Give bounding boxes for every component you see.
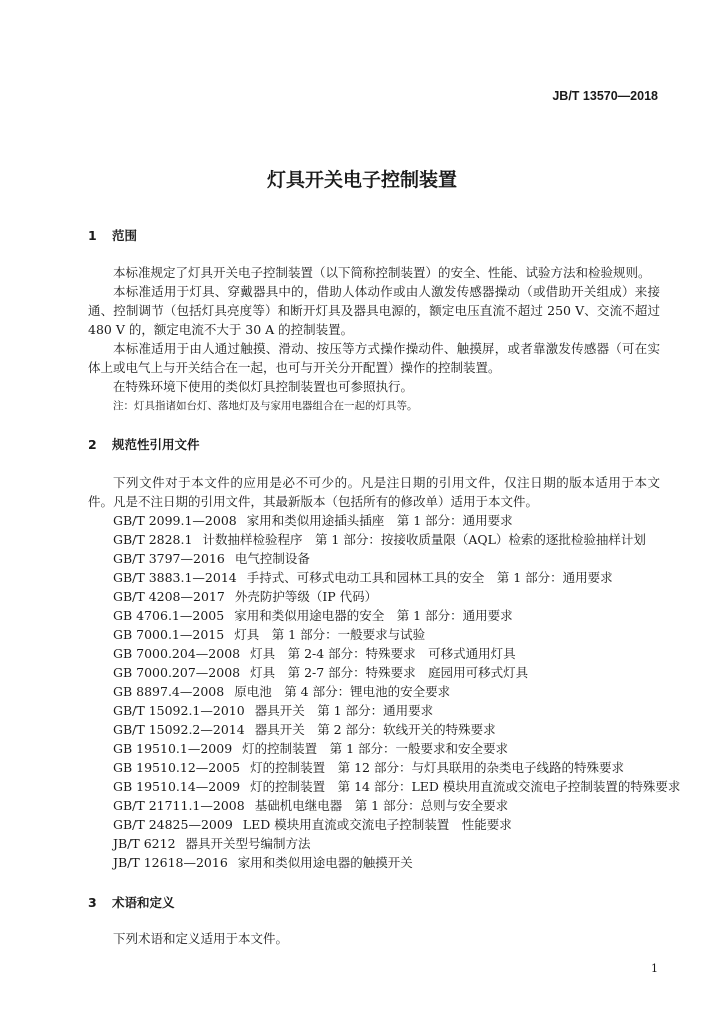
reference-title: 原电池 第 4 部分：锂电池的安全要求	[234, 684, 451, 699]
reference-code: GB/T 4208—2017	[113, 589, 225, 604]
reference-item	[113, 701, 680, 720]
reference-item	[113, 530, 680, 549]
reference-code: GB 7000.1—2015	[113, 627, 225, 642]
reference-title: 灯的控制装置 第 14 部分：LED 模块用直流或交流电子控制装置的特殊要求	[250, 779, 681, 794]
reference-title: 家用和类似用途电器的安全 第 1 部分：通用要求	[234, 608, 513, 623]
reference-item	[113, 777, 680, 796]
reference-title: 灯具 第 2-7 部分：特殊要求 庭园用可移式灯具	[250, 665, 529, 680]
page-number: 1	[651, 962, 658, 975]
reference-code: GB 4706.1—2005	[113, 608, 225, 623]
section-2-heading	[88, 435, 200, 453]
section-number: 1	[88, 228, 97, 243]
scope-paragraph-1: 本标准规定了灯具开关电子控制装置（以下简称控制装置）的安全、性能、试验方法和检验规则。	[113, 265, 651, 280]
reference-title: 器具开关 第 2 部分：软线开关的特殊要求	[254, 722, 496, 737]
reference-title: 基础机电继电器 第 1 部分：总则与安全要求	[254, 798, 509, 813]
reference-code: GB/T 15092.2—2014	[113, 722, 245, 737]
reference-code: JB/T 12618—2016	[113, 855, 228, 870]
section-1-heading	[88, 226, 137, 244]
section-3-heading	[88, 893, 175, 911]
reference-item	[113, 549, 680, 568]
reference-item	[113, 606, 680, 625]
reference-item	[113, 853, 680, 872]
reference-item	[113, 625, 680, 644]
reference-item	[113, 720, 680, 739]
reference-title: 灯的控制装置 第 12 部分：与灯具联用的杂类电子线路的特殊要求	[250, 760, 624, 775]
scope-note: 注：灯具指诸如台灯、落地灯及与家用电器组合在一起的灯具等。	[113, 400, 418, 412]
reference-code: GB/T 24825—2009	[113, 817, 233, 832]
reference-title: 电气控制设备	[234, 551, 310, 566]
reference-code: GB/T 3883.1—2014	[113, 570, 237, 585]
reference-item	[113, 758, 680, 777]
reference-title: 灯具 第 1 部分：一般要求与试验	[234, 627, 426, 642]
reference-title: 器具开关 第 1 部分：通用要求	[254, 703, 434, 718]
reference-code: GB/T 21711.1—2008	[113, 798, 245, 813]
reference-item	[113, 739, 680, 758]
reference-title: 手持式、可移式电动工具和园林工具的安全 第 1 部分：通用要求	[246, 570, 613, 585]
reference-code: GB/T 15092.1—2010	[113, 703, 245, 718]
reference-title: 灯具 第 2-4 部分：特殊要求 可移式通用灯具	[250, 646, 516, 661]
reference-item	[113, 644, 680, 663]
standard-code: JB/T 13570—2018	[552, 89, 658, 103]
reference-title: LED 模块用直流或交流电子控制装置 性能要求	[242, 817, 512, 832]
reference-item	[113, 511, 680, 530]
reference-code: GB 19510.14—2009	[113, 779, 241, 794]
section-title: 范围	[112, 228, 138, 243]
references-intro: 下列文件对于本文件的应用是必不可少的。凡是注日期的引用文件，仅注日期的版本适用于本文件。凡是不注日期的引用文件，其最新版本（包括所有的修改单）适用于本文件。	[88, 475, 660, 509]
terms-intro: 下列术语和定义适用于本文件。	[113, 931, 289, 946]
reference-item	[113, 682, 680, 701]
reference-code: GB 8897.4—2008	[113, 684, 225, 699]
section-title: 规范性引用文件	[112, 437, 200, 452]
scope-paragraph-3: 本标准适用于由人通过触摸、滑动、按压等方式操作操动件、触摸屏，或者靠激发传感器（可在实体上或电气上与开关结合在一起，也可与开关分开配置）操作的控制装置。	[88, 341, 660, 375]
section-title: 术语和定义	[112, 895, 175, 910]
reference-code: GB 7000.207—2008	[113, 665, 241, 680]
reference-code: GB 7000.204—2008	[113, 646, 241, 661]
reference-title: 外壳防护等级（IP 代码）	[234, 589, 378, 604]
scope-paragraph-2: 本标准适用于灯具、穿戴器具中的，借助人体动作或由人激发传感器操动（或借助开关组成）来接通、控制调节（包括灯具亮度等）和断开灯具及器具电源的，额定电压直流不超过 250 V、交流不超过 480 V 的，额定电流不大于 30 A 的控制装置。	[88, 284, 660, 337]
reference-code: GB 19510.12—2005	[113, 760, 241, 775]
reference-item	[113, 568, 680, 587]
reference-code: GB/T 2828.1	[113, 532, 193, 547]
reference-code: GB 19510.1—2009	[113, 741, 233, 756]
document-title: 灯具开关电子控制装置	[266, 169, 457, 191]
scope-paragraph-4: 在特殊环境下使用的类似灯具控制装置也可参照执行。	[113, 379, 414, 394]
reference-code: JB/T 6212	[113, 836, 176, 851]
reference-item	[113, 796, 680, 815]
reference-title: 计数抽样检验程序 第 1 部分：按接收质量限（AQL）检索的逐批检验抽样计划	[202, 532, 646, 547]
reference-list	[113, 511, 680, 872]
reference-code: GB/T 2099.1—2008	[113, 513, 237, 528]
reference-title: 器具开关型号编制方法	[185, 836, 311, 851]
section-number: 3	[88, 895, 97, 910]
reference-item	[113, 815, 680, 834]
reference-item	[113, 663, 680, 682]
section-number: 2	[88, 437, 97, 452]
reference-title: 家用和类似用途插头插座 第 1 部分：通用要求	[246, 513, 513, 528]
reference-code: GB/T 3797—2016	[113, 551, 225, 566]
reference-item	[113, 587, 680, 606]
reference-item	[113, 834, 680, 853]
reference-title: 家用和类似用途电器的触摸开关	[237, 855, 413, 870]
reference-title: 灯的控制装置 第 1 部分：一般要求和安全要求	[242, 741, 509, 756]
